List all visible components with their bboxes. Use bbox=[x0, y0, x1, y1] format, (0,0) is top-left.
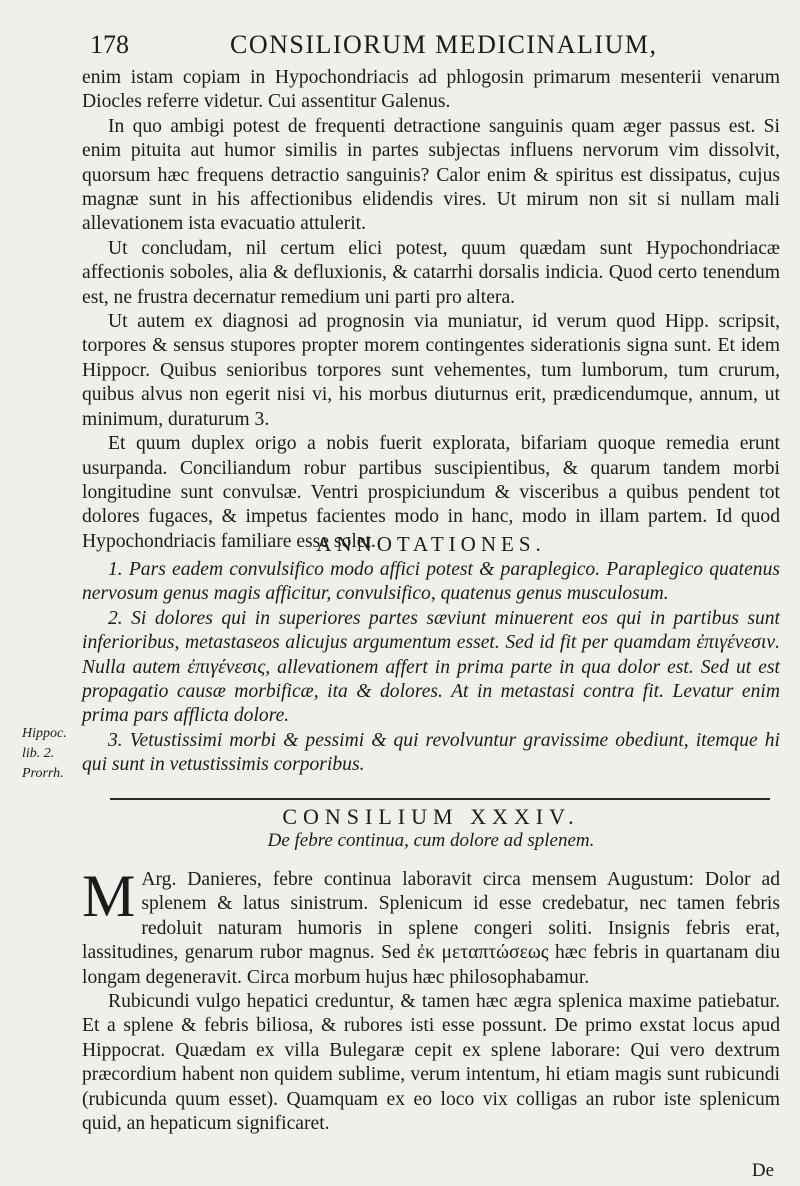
marginal-note-line: Prorrh. bbox=[22, 766, 64, 781]
annotation-item: 1. Pars eadem convulsifico modo affici potest & paraplegico. Paraplegico quatenus nervosum genus magis afficitur, convulsifico, quatenus genus musculosum. bbox=[82, 559, 780, 605]
body-paragraph: In quo ambigi potest de frequenti detractione sanguinis quam æger passus est. Si enim pituita aut humor similis in partes subjectas influens nervorum vim dissolvit, quorsum hæc frequens detractio sanguinis? Calor enim & spiritus est dissipatus, cujus magnæ sunt in his affectionibus elidendis vires. Ut mirum non sit si nullam mali allevationem ista evacuatio attulerit. bbox=[82, 115, 780, 235]
annotation-item: 2. Si dolores qui in superiores partes sæviunt minuerent eos qui in partibus sunt inferioribus, metastaseos alicujus argumentum esset. Sed id fit per quamdam ἐπιγένεσιν. Nulla autem ἐπιγένεσις, allevationem affert in prima parte in qua dolor est. Sed ut est propagatio causæ morbificæ, ita & dolores. At in metastasi contra fit. Levatur enim prima pars afflicta dolore. bbox=[82, 607, 780, 727]
body-paragraph: enim istam copiam in Hypochondriacis ad phlogosin primarum mesenterii venarum Diocles referre videtur. Cui assentitur Galenus. bbox=[82, 67, 780, 113]
consilium-first-paragraph bbox=[82, 863, 780, 990]
consilium-second-paragraph: Rubicundi vulgo hepatici creduntur, & tamen hæc ægra splenica maxime patiebatur. Et a splene & febris biliosa, & rubores isti esse possunt. De primo exstat locus apud Hippocrat. Quædam ex villa Bulegaræ cepit ex splene laborare: Qui vero dextrum præcordium habent non quidem sublime, verum intentum, hi etiam magis sunt rubicundi (rubicunda quum esset). Quamquam ex eo loco vix colligas an rubor iste splenicum quid, an hepaticum significaret. bbox=[82, 991, 780, 1135]
marginal-note-line: lib. 2. bbox=[22, 746, 55, 761]
consilium-text bbox=[82, 863, 780, 1136]
marginal-note bbox=[22, 724, 82, 784]
running-title: CONSILIORUM MEDICINALIUM, bbox=[230, 30, 658, 59]
body-text bbox=[82, 66, 780, 554]
annotations-list bbox=[82, 558, 780, 778]
section-divider bbox=[110, 798, 770, 800]
body-paragraph: Et quum duplex origo a nobis fuerit explorata, bifariam quoque remedia erunt usurpanda. Conciliandum robur partibus suscipientibus, & quarum tandem morbi longitudine sunt convulsæ. Ventri prospiciundum & visceribus a quibus pendent tot dolores fugaces, & impetus facientes modo in hanc, modo in illam partem. Id quod Hypochondriacis familiare esse solet. bbox=[82, 433, 780, 552]
consilium-title: CONSILIUM XXXIV. bbox=[282, 804, 580, 829]
annotation-item: 3. Vetustissimi morbi & pessimi & qui revolvuntur gravissime obediunt, itemque hi qui sunt in vetustissimis corporibus. bbox=[82, 729, 780, 776]
body-paragraph: Ut autem ex diagnosi ad prognosin via muniatur, id verum quod Hipp. scripsit, torpores & sensus stupores propter morem contingentes siderationis signa sunt. Et idem Hippocr. Quibus senioribus torpores sunt vehementes, tum lumborum, tum crurum, quibus alvus non egerit nisi vi, his morbus diuturnus erit, prædicendumque, annum, ut minimum, duraturum 3. bbox=[82, 311, 780, 430]
consilium-first-paragraph-text: Arg. Danieres, febre continua laboravit circa mensem Augustum: Dolor ad splenem & latus sinistrum. Splenicum id esse credebatur, nec tamen febris redoluit naturam humoris in splene congeri soliti. Insignis febris erat, lassitudines, genarum rubor magnus. Sed ἐκ μεταπτώσεως hæc febris in quartanam diu longam degeneravit. Circa morbum hujus hæc philosophabamur. bbox=[82, 869, 780, 988]
body-paragraph: Ut concludam, nil certum elici potest, quum quædam sunt Hypochondriacæ affectionis soboles, alia & defluxionis, & catarrhi dorsalis indicia. Quod certo tenendum est, ne frustra decernatur remedium uni parti pro altera. bbox=[82, 237, 780, 308]
annotations-heading: ANNOTATIONES. bbox=[316, 532, 546, 556]
consilium-subtitle: De febre continua, cum dolore ad splenem. bbox=[267, 830, 595, 851]
page-header bbox=[90, 30, 780, 64]
page-number: 178 bbox=[90, 30, 129, 59]
catchword: De bbox=[751, 1160, 774, 1181]
annotations-heading-wrap bbox=[82, 532, 780, 560]
drop-cap: M bbox=[82, 863, 136, 929]
marginal-note-line: Hippoc. bbox=[22, 726, 67, 741]
